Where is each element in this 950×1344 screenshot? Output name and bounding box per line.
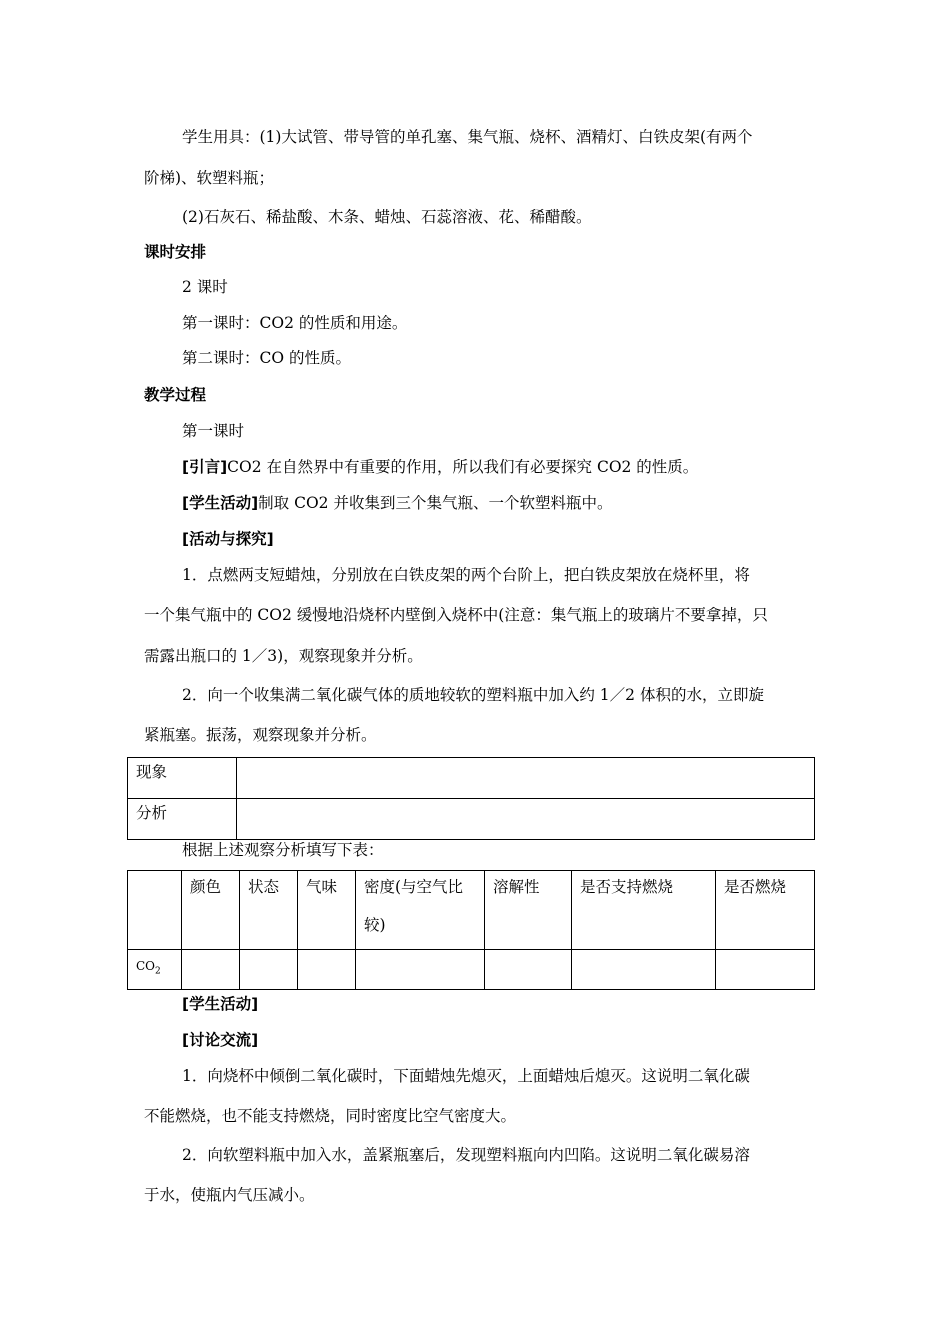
tools-line-1: 学生用具：(1)大试管、带导管的单孔塞、集气瓶、烧杯、酒精灯、白铁皮架(有两个 [182,128,753,146]
properties-table [127,870,815,990]
cell-odor [298,950,356,990]
table-row [128,799,815,840]
schedule-heading: 课时安排 [144,243,207,261]
co2-subscript: 2 [155,966,161,977]
intro-text: CO2 在自然界中有重要的作用，所以我们有必要探究 CO2 的性质。 [227,458,699,476]
header-color: 颜色 [182,871,240,950]
header-blank [128,871,182,950]
analysis-label: 分析 [128,799,237,840]
row-label-co2 [128,950,182,990]
density-line-2: 较) [364,916,386,934]
activity-line [182,493,612,513]
disc1-line-1: 1．向烧杯中倾倒二氧化碳时，下面蜡烛先熄灭，上面蜡烛后熄灭。这说明二氧化碳 [182,1067,750,1085]
table-row [128,871,815,950]
fill-instruction: 根据上述观察分析填写下表： [182,841,384,859]
tools-line-3: (2)石灰石、稀盐酸、木条、蜡烛、石蕊溶液、花、稀醋酸。 [182,208,592,226]
intro-tag: [引言] [182,458,228,476]
activity-tag-2: [学生活动] [182,995,259,1013]
table-row [128,950,815,990]
header-density [356,871,485,950]
step1-line-2: 一个集气瓶中的 CO2 缓慢地沿烧杯内壁倒入烧杯中(注意：集气瓶上的玻璃片不要拿掉，只 [144,606,768,624]
activity-tag: [学生活动] [182,494,259,512]
explore-tag: [活动与探究] [182,530,274,548]
disc1-line-2: 不能燃烧，也不能支持燃烧，同时密度比空气密度大。 [144,1107,517,1125]
header-state: 状态 [240,871,298,950]
cell-state [240,950,298,990]
disc2-line-1: 2．向软塑料瓶中加入水，盖紧瓶塞后，发现塑料瓶向内凹陷。这说明二氧化碳易溶 [182,1146,750,1164]
first-lesson: 第一课时 [182,422,245,440]
step2-line-2: 紧瓶塞。振荡，观察现象并分析。 [144,726,377,744]
co2-main: CO [136,959,156,973]
header-supports-combustion: 是否支持燃烧 [572,871,716,950]
observation-table [127,757,815,840]
cell-color [182,950,240,990]
cell-solubility [485,950,572,990]
process-heading: 教学过程 [144,386,207,404]
schedule-first: 第一课时：CO2 的性质和用途。 [182,314,408,332]
cell-density [356,950,485,990]
header-combustible: 是否燃烧 [716,871,815,950]
step1-line-3: 需露出瓶口的 1／3)，观察现象并分析。 [144,647,423,665]
step1-line-1: 1．点燃两支短蜡烛，分别放在白铁皮架的两个台阶上，把白铁皮架放在烧杯里，将 [182,566,750,584]
activity-text: 制取 CO2 并收集到三个集气瓶、一个软塑料瓶中。 [258,494,613,512]
discuss-tag: [讨论交流] [182,1031,259,1049]
cell-combustible [716,950,815,990]
table-row [128,758,815,799]
cell-supports-combustion [572,950,716,990]
tools-line-2: 阶梯)、软塑料瓶； [144,169,275,187]
schedule-total: 2 课时 [182,278,228,296]
observation-label: 现象 [128,758,237,799]
analysis-cell [237,799,815,840]
header-odor: 气味 [298,871,356,950]
observation-cell [237,758,815,799]
disc2-line-2: 于水，使瓶内气压减小。 [144,1186,315,1204]
schedule-second: 第二课时：CO 的性质。 [182,349,351,367]
step2-line-1: 2．向一个收集满二氧化碳气体的质地较软的塑料瓶中加入约 1／2 体积的水，立即旋 [182,686,764,704]
density-line-1: 密度(与空气比 [364,878,464,896]
header-solubility: 溶解性 [485,871,572,950]
intro-line [182,457,698,477]
